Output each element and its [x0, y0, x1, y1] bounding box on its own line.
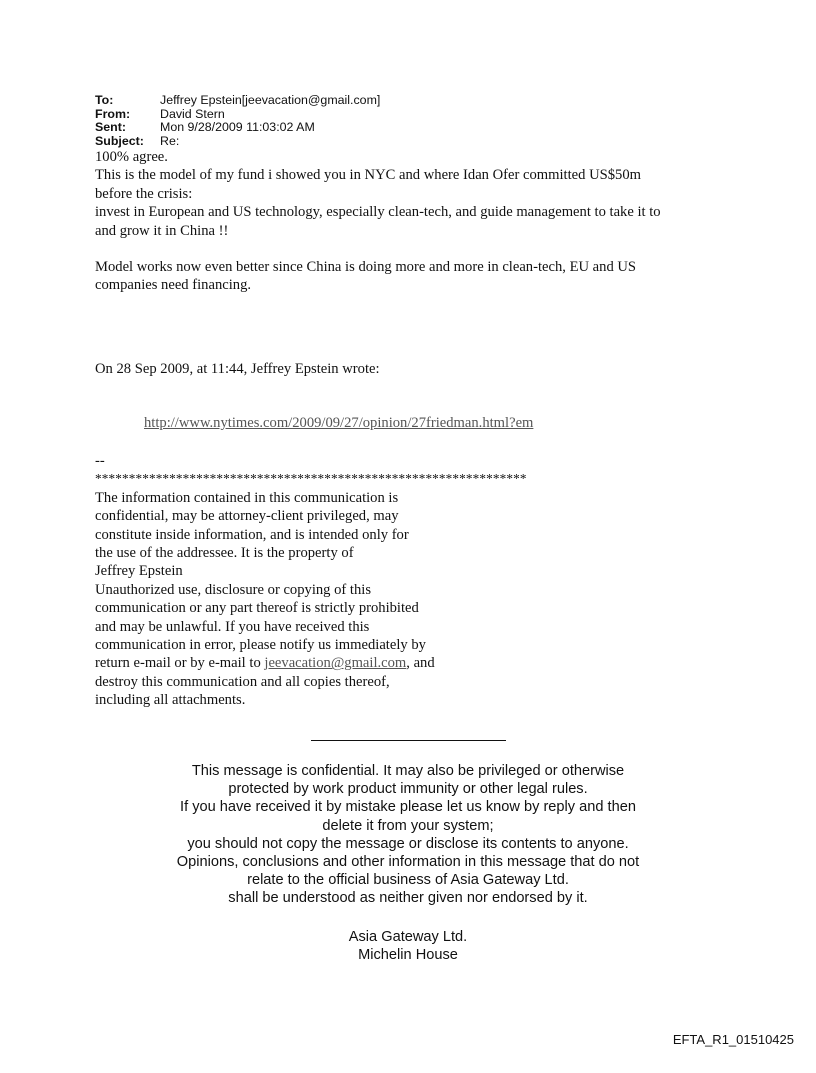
- quote-attribution: On 28 Sep 2009, at 11:44, Jeffrey Epstein wrote:: [95, 361, 380, 377]
- footer-line: If you have received it by mistake please let us know by reply and then: [180, 799, 636, 816]
- header-to-row: [95, 94, 380, 108]
- body-line: This is the model of my fund i showed you in NYC and where Idan Ofer committed US$50m: [95, 167, 641, 184]
- footer-line: relate to the official business of Asia Gateway Ltd.: [247, 872, 569, 889]
- signature-block: [95, 452, 595, 710]
- header-from-row: [95, 108, 380, 122]
- nytimes-link[interactable]: http://www.nytimes.com/2009/09/27/opinion/27friedman.html?em: [144, 415, 534, 431]
- signature-line: the use of the addressee. It is the property of: [95, 545, 354, 562]
- document-id: EFTA_R1_01510425: [672, 1032, 794, 1047]
- signature-line: The information contained in this communication is: [95, 489, 399, 506]
- signature-line: destroy this communication and all copies thereof,: [95, 673, 390, 690]
- signature-line: and may be unlawful. If you have received this: [95, 618, 370, 635]
- signature-line: confidential, may be attorney-client privileged, may: [95, 508, 399, 525]
- company-name: Asia Gateway Ltd.: [348, 929, 468, 945]
- footer-line: you should not copy the message or disclose its contents to anyone.: [187, 835, 629, 852]
- company-address: Michelin House: [358, 947, 458, 964]
- body-line: invest in European and US technology, especially clean-tech, and guide management to take it to: [95, 204, 661, 221]
- subject-value: Re:: [160, 133, 180, 148]
- signature-stars: ****************************************************************: [95, 471, 527, 487]
- sent-label: Sent:: [95, 120, 126, 135]
- message-body: [95, 148, 735, 295]
- footer-line: Opinions, conclusions and other information in this message that do not: [176, 854, 640, 871]
- paragraph-gap: [95, 240, 735, 258]
- body-line: before the crisis:: [95, 185, 193, 202]
- signature-line: communication in error, please notify us immediately by: [95, 637, 426, 654]
- header-subject-row: [95, 135, 380, 149]
- from-value: David Stern: [160, 106, 225, 121]
- footer-line: shall be understood as neither given nor endorsed by it.: [228, 890, 588, 907]
- body-line: companies need financing.: [95, 277, 252, 294]
- header-sent-row: [95, 121, 380, 135]
- footer-line: This message is confidential. It may also be privileged or otherwise: [191, 763, 625, 779]
- company-block: [108, 928, 708, 964]
- from-label: From:: [95, 106, 131, 121]
- footer-line: protected by work product immunity or other legal rules.: [228, 781, 588, 798]
- footer-divider: [311, 740, 506, 741]
- signature-line: including all attachments.: [95, 692, 246, 709]
- subject-label: Subject:: [95, 133, 144, 148]
- signature-line: communication or any part thereof is strictly prohibited: [95, 600, 419, 617]
- confidentiality-footer: [108, 762, 708, 908]
- signature-line: Jeffrey Epstein: [95, 563, 183, 580]
- body-line: 100% agree.: [95, 149, 168, 165]
- body-line: and grow it in China !!: [95, 222, 229, 239]
- email-header: [95, 94, 380, 148]
- footer-line: delete it from your system;: [322, 817, 494, 834]
- to-value: Jeffrey Epstein[jeevacation@gmail.com]: [160, 93, 381, 107]
- signature-dashes: --: [95, 453, 105, 469]
- body-line: Model works now even better since China is doing more and more in clean-tech, EU and US: [95, 259, 637, 276]
- signature-line: Unauthorized use, disclosure or copying of this: [95, 581, 372, 598]
- return-suffix: , and: [406, 655, 435, 672]
- signature-return-line: [95, 654, 595, 672]
- to-label: To:: [95, 93, 114, 107]
- sent-value: Mon 9/28/2009 11:03:02 AM: [160, 120, 315, 135]
- return-prefix: return e-mail or by e-mail to: [95, 655, 265, 672]
- email-link[interactable]: jeevacation@gmail.com: [264, 655, 407, 672]
- signature-line: constitute inside information, and is intended only for: [95, 526, 409, 543]
